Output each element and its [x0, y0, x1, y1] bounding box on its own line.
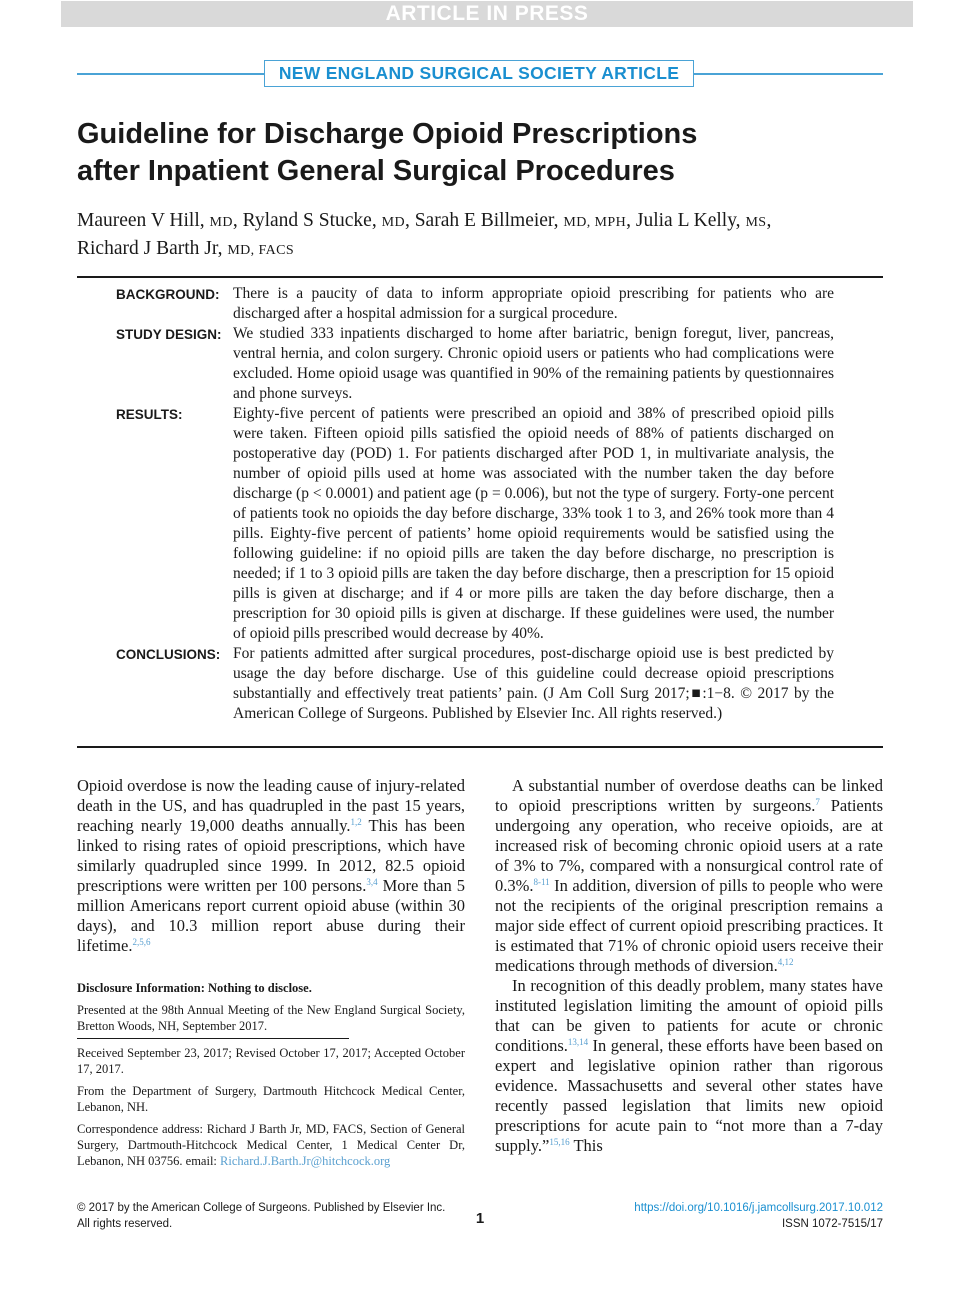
abstract [116, 284, 834, 724]
citation-ref[interactable]: 4,12 [777, 957, 794, 967]
body-text: More than 5 million Americans report current opioid abuse (within 30 days), and 10.3 million report abuse during their lifetime. [77, 876, 465, 955]
body-text: This [569, 1136, 603, 1155]
abstract-study-design [116, 324, 834, 404]
citation-ref[interactable]: 3,4 [366, 877, 378, 887]
author-name: Maureen V Hill, [77, 210, 205, 231]
issn-text: ISSN 1072-7515/17 [781, 1218, 883, 1230]
abstract-background [116, 284, 834, 324]
author-list: Maureen V Hill, MD, Ryland S Stucke, MD, Sarah E Billmeier, MD, MPH, Julia L Kelly, MS, Richard J Barth Jr, MD, FACS [77, 210, 772, 259]
page-number: 1 [475, 1210, 485, 1227]
rights-text: All rights reserved. [77, 1218, 173, 1230]
abstract-text: Eighty-five percent of patients were prescribed an opioid and 38% of prescribed opioid pills were taken. Fifteen opioid pills satisfied the opioid needs of 88% of patients discharged on postoperative day (POD) 1. For patients discharged after POD 1, in multivariate analysis, the number of opioid pills used at home was associated with the number taken the day before discharge (p < 0.0001) and patient age (p = 0.006), but not the type of surgery. Forty-one percent of patients took no opioids the day before discharge, 33% took 1 to 3, and 26% took more than 4 pills. Eighty-five percent of patients’ home opioid requirements would be satisfied using the following guideline: if no opioid pills are taken the day before discharge, no prescription is needed; if 1 to 3 opioid pills are taken the day before discharge, then a prescription for 15 opioid pills is given at discharge; and if 4 or more pills are taken the day before discharge, then a prescription for 30 opioid pills is given at discharge. If these guidelines were used, the number of opioid pills prescribed would decrease by 40%. [233, 405, 834, 642]
article-notes [77, 980, 465, 1175]
author-degree: MD, FACS [227, 243, 295, 258]
email-link[interactable]: Richard.J.Barth.Jr@hitchcock.org [220, 1154, 391, 1168]
body-text: In general, these efforts have been based on expert and legislative opinion rather than rigorous evidence. Massachusetts and several other states have recently passed legislation that limits new opioid prescriptions for acute pain to “not more than a 7-day supply.” [495, 1036, 883, 1155]
abstract-bottom-rule [77, 746, 883, 748]
received-note: Received September 23, 2017; Revised October 17, 2017; Accepted October 17, 2017. [77, 1046, 465, 1076]
citation-ref[interactable]: 1,2 [350, 817, 362, 827]
section-label: NEW ENGLAND SURGICAL SOCIETY ARTICLE [264, 60, 694, 87]
disclosure-note: Disclosure Information: Nothing to disclose. [77, 981, 312, 995]
footer-identifiers [634, 1200, 883, 1232]
author-name: , Julia L Kelly, [626, 210, 741, 231]
body-column-left [77, 776, 465, 956]
author-name: Richard J Barth Jr, [77, 238, 223, 259]
title-line-1: Guideline for Discharge Opioid Prescriptions [77, 118, 698, 150]
notes-divider [77, 1038, 349, 1039]
citation-ref[interactable]: 15,16 [549, 1137, 570, 1147]
abstract-text: There is a paucity of data to inform appropriate opioid prescribing for patients who are discharged after a hospital admission for a surgical procedure. [233, 285, 834, 322]
affiliation-note: From the Department of Surgery, Dartmouth Hitchcock Medical Center, Lebanon, NH. [77, 1084, 465, 1114]
citation-ref[interactable]: 13,14 [567, 1037, 589, 1047]
title-line-2: after Inpatient General Surgical Procedures [77, 155, 675, 187]
abstract-label: CONCLUSIONS: [116, 647, 221, 662]
citation-ref[interactable]: 2,5,6 [132, 937, 151, 947]
article-title [77, 116, 877, 190]
correspondence-text: Correspondence address: Richard J Barth Jr, MD, FACS, Section of General Surgery, Dartmouth-Hitchcock Medical Center, 1 Medical Center Dr, Lebanon, NH 03756. email: [77, 1122, 465, 1168]
abstract-text: For patients admitted after surgical procedures, post-discharge opioid use is best predicted by usage the day before discharge. Use of this guideline could decrease opioid prescriptions substantially and effectively treat patients’ pain. (J Am Coll Surg 2017;■:1−8. © 2017 by the American College of Surgeons. Published by Elsevier Inc. All rights reserved.) [233, 645, 834, 722]
abstract-label: RESULTS: [116, 407, 183, 422]
body-text: Opioid overdose is now the leading cause of injury-related death in the US, and has quadrupled in the past 15 years, reaching nearly 19,000 deaths annually. [77, 776, 465, 835]
body-paragraph [495, 776, 883, 976]
abstract-results [116, 404, 834, 644]
body-text: Patients undergoing any operation, who receive opioids, are at increased risk of becoming chronic opioid users at a rate of 3% to 7%, compared with a nonsurgical control rate of 0.3%. [495, 796, 883, 895]
abstract-top-rule [77, 276, 883, 278]
author-degree: MD, MPH [563, 215, 627, 230]
article-in-press-banner: ARTICLE IN PRESS [61, 1, 913, 27]
citation-ref[interactable]: 7 [815, 797, 820, 807]
abstract-label: STUDY DESIGN: [116, 327, 222, 342]
abstract-label: BACKGROUND: [116, 287, 220, 302]
author-degree: MD [381, 215, 405, 230]
author-name: , Ryland S Stucke, [232, 210, 377, 231]
author-name: , Sarah E Billmeier, [404, 210, 559, 231]
doi-link[interactable]: https://doi.org/10.1016/j.jamcollsurg.2017.10.012 [634, 1202, 883, 1214]
body-paragraph [77, 776, 465, 956]
body-text: In recognition of this deadly problem, many states have instituted legislation limiting the amount of opioid pills that can be given to patients for acute or chronic conditions. [495, 976, 883, 1055]
author-degree: MD [209, 215, 233, 230]
body-paragraph [495, 976, 883, 1156]
body-text: This has been linked to rising rates of opioid prescriptions, which have similarly quadrupled since 1999. In 2012, 82.5 opioid prescriptions were written per 100 persons. [77, 816, 466, 895]
copyright-text: © 2017 by the American College of Surgeons. Published by Elsevier Inc. [77, 1202, 446, 1214]
abstract-conclusions [116, 644, 834, 724]
body-text: A substantial number of overdose deaths can be linked to opioid prescriptions written by surgeons. [495, 776, 883, 815]
author-degree: MS [745, 215, 767, 230]
presented-note: Presented at the 98th Annual Meeting of the New England Surgical Society, Bretton Woods, NH, September 2017. [77, 1003, 465, 1033]
body-column-right [495, 776, 883, 1156]
abstract-text: We studied 333 inpatients discharged to home after bariatric, benign foregut, liver, pancreas, ventral hernia, and colon surgery. Chronic opioid users or patients who had complications were excluded. Home opioid usage was quantified in 90% of the remaining patients by questionnaires and phone surveys. [233, 325, 834, 402]
body-text: In addition, diversion of pills to people who were not the recipients of the original prescription remains a major side effect of current opioid prescribing practices. It is estimated that 71% of chronic opioid users receive their medications through methods of diversion. [495, 876, 883, 975]
citation-ref[interactable]: 8-11 [533, 877, 550, 887]
correspondence-note [77, 1121, 465, 1169]
